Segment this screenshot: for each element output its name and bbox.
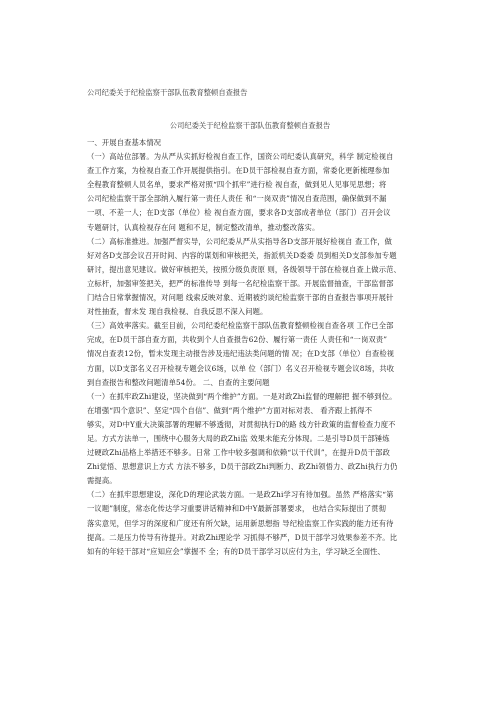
body-line: （一）高站位部署。为从严从实抓好检视自查工作，国资公司纪委认真研究，科学 制定检视自 xyxy=(87,152,394,162)
body-line: 过硬政Zhi品格上举措还不够多。日常 工作中较多强调和依赖“以干代训”，在提升D员干部政 xyxy=(87,448,390,458)
body-line: 需提高。 xyxy=(87,476,117,486)
body-line: 落实意见，但学习的深度和广度还有所欠缺，运用新思想指 导纪检监察工作实践的能力还有待 xyxy=(87,518,394,528)
body-line: 对性抽查，督未发 现自我检视、自我反思不深入问题。 xyxy=(87,307,268,317)
body-line: 一项、不差一人；在D支部（单位）检 视自查方面，要求各D支部成者单位（部门）召开会议 xyxy=(87,208,391,218)
body-line: 查工作方案，为检视自查工作开展提供指引。在D员干部检视自查方面，常委化更新梳理参加 xyxy=(87,166,390,176)
body-line: 提高。二是压力传导有待提升。对政Zhi理论学 习抓得不够严，D员干部学习效果参差不齐。比 xyxy=(87,532,398,542)
body-line: 一议题”制度，常态化传达学习重要讲话精神和D中Y最新部署要求， 也结合实际提出了贯彻 xyxy=(87,504,387,514)
body-line: 足。方式方法单一，围绕中心服务大局的政Zhi监 效果未能充分体现。二是引导D员干部锤炼 xyxy=(87,433,390,443)
body-line: （二）高标准推进。加强严督实导，公司纪委从严从实指导各D支部开展好检视自 查工作，做 xyxy=(87,236,393,246)
body-line: 如有的年轻干部对“应知应会”掌握不 全；有的D员干部学习以应付为主，学习缺乏全面性、 xyxy=(87,546,385,556)
body-line: 全程教育整顿人员名单，要求严格对照“四个抓牢”进行检 视自查，做到见人见事见思想；将 xyxy=(87,180,387,190)
body-line: 在增强“四个意识”、坚定“四个自信”、做到“两个维护”方面对标对表、 看齐跟上抓得不 xyxy=(87,405,373,415)
body-line: 研讨，提出意见建议。做好审核把关，按照分级负责原 则，各级领导干部在检视自查上做示范、 xyxy=(87,264,401,274)
body-line: （一）在抓牢政Zhi建设，坚决做到“两个维护”方面。一是对政Zhi监督的理解把 握不够到位。 xyxy=(87,391,397,401)
body-line: Zhi觉悟、思想意识上方式 方法不够多，D员干部政Zhi判断力、政Zhi领悟力、政Zhi执行力仍 xyxy=(87,462,398,472)
body-line: 到自查报告和整改问题清单54份。 二、自查的主要问题 xyxy=(87,377,270,387)
body-line: 情况自查表12份，暂未发现主动报告涉及违纪违法类问题的情 况；在D支部（单位）自查检视 xyxy=(87,349,395,359)
body-line: 专题研讨，认真检视存在问 题和不足，制定整改清单，推动整改落实。 xyxy=(87,222,320,232)
body-line: 完成，在D员干部自查方面，共收到个人自查报告62份、履行第一责任 人责任和“一岗双责” xyxy=(87,335,388,345)
body-line: 够实，对D中Y重大决策部署的理解不够透彻，对贯彻执行D的路 线方针政策的监督检查力度不 xyxy=(87,419,396,429)
body-line: 门结合日常掌握情况，对问题 线索反映对象、近期被约谈纪检监察干部的自查报告事项开展针 xyxy=(87,293,394,303)
body-line: 立标杆，加强审签把关，把严的标准传导 到每一名纪检监察干部。开展监督抽查，干部监督部 xyxy=(87,278,394,288)
document-body xyxy=(87,136,413,559)
body-line: （二）在抓牢思想建设，深化D的理论武装方面。一是政Zhi学习有待加强。虽然 严格落实“第 xyxy=(87,490,394,500)
body-line: 方面，以D支部名义召开检视专题会议6场，以单 位（部门）名义召开检视专题会议8场，共收 xyxy=(87,363,395,373)
body-line: （三）高效率落实。截至目前，公司纪委纪检监察干部队伍教育整顿检视自查各项 工作已全部 xyxy=(87,321,394,331)
body-line: 公司纪检监察干部全部纳入履行第一责任人责任 和“一岗双责”情况自查范围，确保做到不漏 xyxy=(87,194,387,204)
document-header-title: 公司纪委关于纪检监察干部队伍教育整顿自查报告 xyxy=(87,88,248,97)
document-title: 公司纪委关于纪检监察干部队伍教育整顿自查报告 xyxy=(169,121,331,130)
body-line: 好对各D支部会议召开时间、内容的谋划和审核把关，指派机关D委委 员到相关D支部参加专题 xyxy=(87,250,397,260)
body-line: 一、开展自查基本情况 xyxy=(87,138,162,147)
